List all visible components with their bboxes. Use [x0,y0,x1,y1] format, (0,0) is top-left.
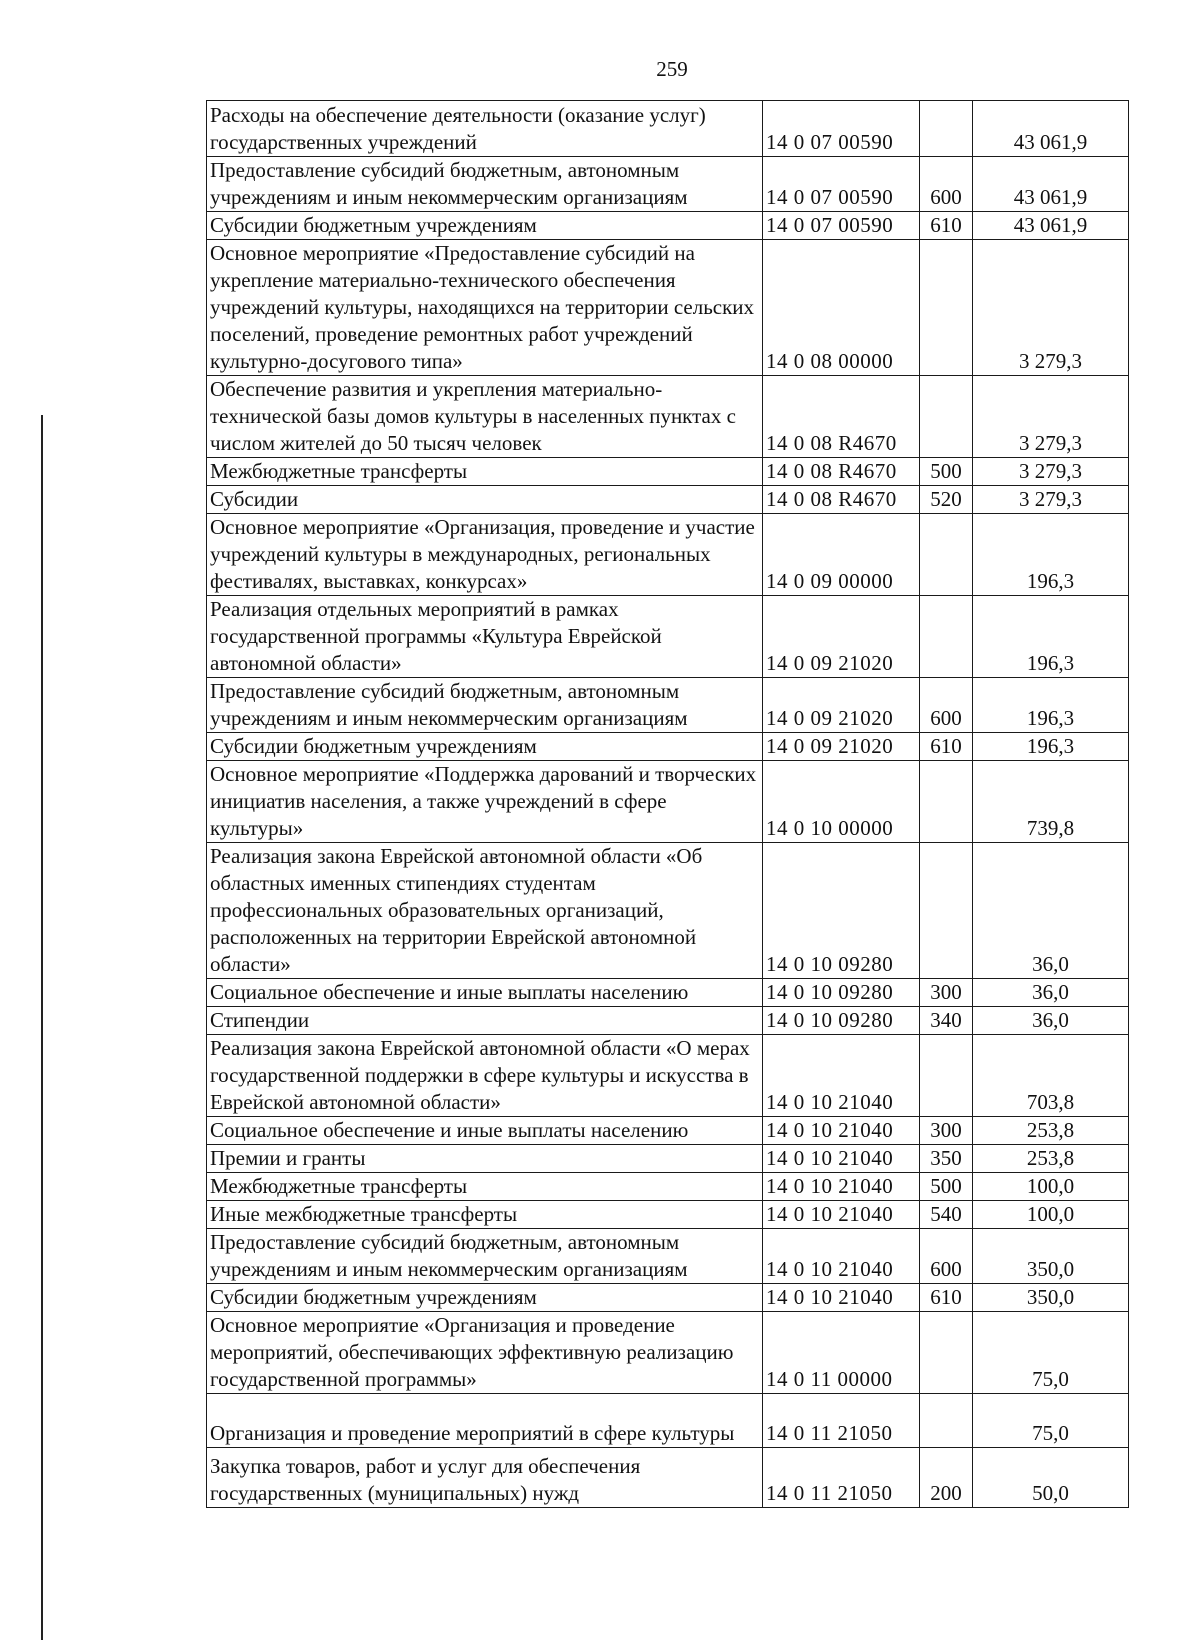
row-type-cell: 610 [920,212,973,240]
row-code-cell: 14 0 11 21050 [763,1394,920,1448]
table-row [207,101,1129,157]
row-type-cell: 300 [920,979,973,1007]
row-name-cell: Реализация закона Еврейской автономной области «О мерах государственной поддержки в сфере культуры и искусства в Еврейской автономной области» [207,1035,763,1117]
row-name-cell: Предоставление субсидий бюджетным, автономным учреждениям и иным некоммерческим организациям [207,678,763,733]
row-code-cell: 14 0 08 R4670 [763,486,920,514]
table-row [207,1448,1129,1508]
row-name-cell: Субсидии бюджетным учреждениям [207,212,763,240]
row-sum-cell: 3 279,3 [973,240,1129,376]
table-row [207,1035,1129,1117]
row-type-cell: 300 [920,1117,973,1145]
row-type-cell: 500 [920,1173,973,1201]
row-sum-cell: 196,3 [973,596,1129,678]
row-name-cell: Субсидии [207,486,763,514]
row-sum-cell: 350,0 [973,1284,1129,1312]
row-code-cell: 14 0 10 21040 [763,1229,920,1284]
row-type-cell [920,376,973,458]
row-type-cell: 610 [920,733,973,761]
row-code-cell: 14 0 09 00000 [763,514,920,596]
table-row [207,1117,1129,1145]
row-name-cell: Межбюджетные трансферты [207,1173,763,1201]
row-name-cell: Социальное обеспечение и иные выплаты населению [207,979,763,1007]
row-code-cell: 14 0 09 21020 [763,733,920,761]
row-type-cell [920,514,973,596]
row-sum-cell: 36,0 [973,979,1129,1007]
row-type-cell: 540 [920,1201,973,1229]
row-code-cell: 14 0 07 00590 [763,212,920,240]
table-row [207,1145,1129,1173]
row-sum-cell: 196,3 [973,514,1129,596]
row-type-cell [920,1312,973,1394]
row-code-cell: 14 0 10 09280 [763,843,920,979]
row-type-cell: 600 [920,678,973,733]
row-type-cell: 200 [920,1448,973,1508]
row-name-cell: Закупка товаров, работ и услуг для обеспечения государственных (муниципальных) нужд [207,1448,763,1508]
row-sum-cell: 100,0 [973,1201,1129,1229]
table-row [207,1229,1129,1284]
table-row [207,240,1129,376]
row-sum-cell: 196,3 [973,733,1129,761]
row-type-cell: 610 [920,1284,973,1312]
row-code-cell: 14 0 11 21050 [763,1448,920,1508]
row-code-cell: 14 0 07 00590 [763,157,920,212]
row-code-cell: 14 0 08 R4670 [763,376,920,458]
row-type-cell: 340 [920,1007,973,1035]
row-code-cell: 14 0 07 00590 [763,101,920,157]
row-code-cell: 14 0 10 21040 [763,1145,920,1173]
row-sum-cell: 739,8 [973,761,1129,843]
row-type-cell [920,596,973,678]
row-type-cell [920,240,973,376]
row-name-cell: Субсидии бюджетным учреждениям [207,733,763,761]
table-row [207,514,1129,596]
row-sum-cell: 75,0 [973,1394,1129,1448]
row-sum-cell: 3 279,3 [973,458,1129,486]
table-row [207,1284,1129,1312]
row-sum-cell: 253,8 [973,1117,1129,1145]
row-type-cell: 350 [920,1145,973,1173]
row-code-cell: 14 0 08 R4670 [763,458,920,486]
row-code-cell: 14 0 10 21040 [763,1117,920,1145]
row-name-cell: Премии и гранты [207,1145,763,1173]
page-number: 259 [656,57,688,81]
table-row [207,376,1129,458]
table-row [207,761,1129,843]
budget-table-body [207,101,1129,1508]
row-sum-cell: 36,0 [973,843,1129,979]
row-name-cell: Основное мероприятие «Предоставление субсидий на укрепление материально-технического обеспечения учреждений культуры, находящихся на территории сельских поселений, проведение ремонтных работ учреждений культурно-досугового типа» [207,240,763,376]
row-type-cell: 500 [920,458,973,486]
row-sum-cell: 703,8 [973,1035,1129,1117]
row-type-cell [920,101,973,157]
row-code-cell: 14 0 09 21020 [763,678,920,733]
row-name-cell: Основное мероприятие «Организация и проведение мероприятий, обеспечивающих эффективную реализацию государственной программы» [207,1312,763,1394]
row-name-cell: Реализация отдельных мероприятий в рамках государственной программы «Культура Еврейской автономной области» [207,596,763,678]
table-row [207,843,1129,979]
row-sum-cell: 253,8 [973,1145,1129,1173]
row-type-cell: 600 [920,157,973,212]
table-row [207,1312,1129,1394]
row-name-cell: Предоставление субсидий бюджетным, автономным учреждениям и иным некоммерческим организациям [207,157,763,212]
row-name-cell: Обеспечение развития и укрепления материально-технической базы домов культуры в населенных пунктах с числом жителей до 50 тысяч человек [207,376,763,458]
row-sum-cell: 43 061,9 [973,157,1129,212]
row-sum-cell: 3 279,3 [973,376,1129,458]
row-name-cell: Организация и проведение мероприятий в сфере культуры [207,1394,763,1448]
row-name-cell: Предоставление субсидий бюджетным, автономным учреждениям и иным некоммерческим организациям [207,1229,763,1284]
table-row [207,212,1129,240]
table-row [207,979,1129,1007]
row-code-cell: 14 0 10 21040 [763,1173,920,1201]
row-type-cell [920,1394,973,1448]
row-name-cell: Основное мероприятие «Организация, проведение и участие учреждений культуры в международных, региональных фестивалях, выставках, конкурсах» [207,514,763,596]
row-code-cell: 14 0 10 21040 [763,1035,920,1117]
row-code-cell: 14 0 10 21040 [763,1284,920,1312]
table-row [207,1394,1129,1448]
row-type-cell [920,1035,973,1117]
row-code-cell: 14 0 08 00000 [763,240,920,376]
row-name-cell: Расходы на обеспечение деятельности (оказание услуг) государственных учреждений [207,101,763,157]
row-name-cell: Социальное обеспечение и иные выплаты населению [207,1117,763,1145]
row-name-cell: Иные межбюджетные трансферты [207,1201,763,1229]
table-row [207,458,1129,486]
row-name-cell: Основное мероприятие «Поддержка дарований и творческих инициатив населения, а также учреждений в сфере культуры» [207,761,763,843]
row-sum-cell: 3 279,3 [973,486,1129,514]
row-sum-cell: 43 061,9 [973,101,1129,157]
row-code-cell: 14 0 11 00000 [763,1312,920,1394]
row-type-cell [920,761,973,843]
row-sum-cell: 50,0 [973,1448,1129,1508]
table-row [207,596,1129,678]
row-sum-cell: 350,0 [973,1229,1129,1284]
row-type-cell: 520 [920,486,973,514]
row-sum-cell: 43 061,9 [973,212,1129,240]
row-code-cell: 14 0 10 21040 [763,1201,920,1229]
row-type-cell: 600 [920,1229,973,1284]
table-row [207,678,1129,733]
table-row [207,157,1129,212]
margin-rule [41,415,43,1640]
row-type-cell [920,843,973,979]
row-code-cell: 14 0 10 09280 [763,979,920,1007]
row-sum-cell: 36,0 [973,1007,1129,1035]
row-name-cell: Реализация закона Еврейской автономной области «Об областных именных стипендиях студентам профессиональных образовательных организаций, расположенных на территории Еврейской автономной области» [207,843,763,979]
table-row [207,1201,1129,1229]
row-name-cell: Межбюджетные трансферты [207,458,763,486]
table-row [207,486,1129,514]
budget-table [206,100,1129,1508]
row-sum-cell: 196,3 [973,678,1129,733]
row-code-cell: 14 0 10 09280 [763,1007,920,1035]
row-code-cell: 14 0 10 00000 [763,761,920,843]
table-row [207,733,1129,761]
row-code-cell: 14 0 09 21020 [763,596,920,678]
table-row [207,1173,1129,1201]
row-name-cell: Субсидии бюджетным учреждениям [207,1284,763,1312]
row-sum-cell: 100,0 [973,1173,1129,1201]
row-name-cell: Стипендии [207,1007,763,1035]
table-row [207,1007,1129,1035]
row-sum-cell: 75,0 [973,1312,1129,1394]
